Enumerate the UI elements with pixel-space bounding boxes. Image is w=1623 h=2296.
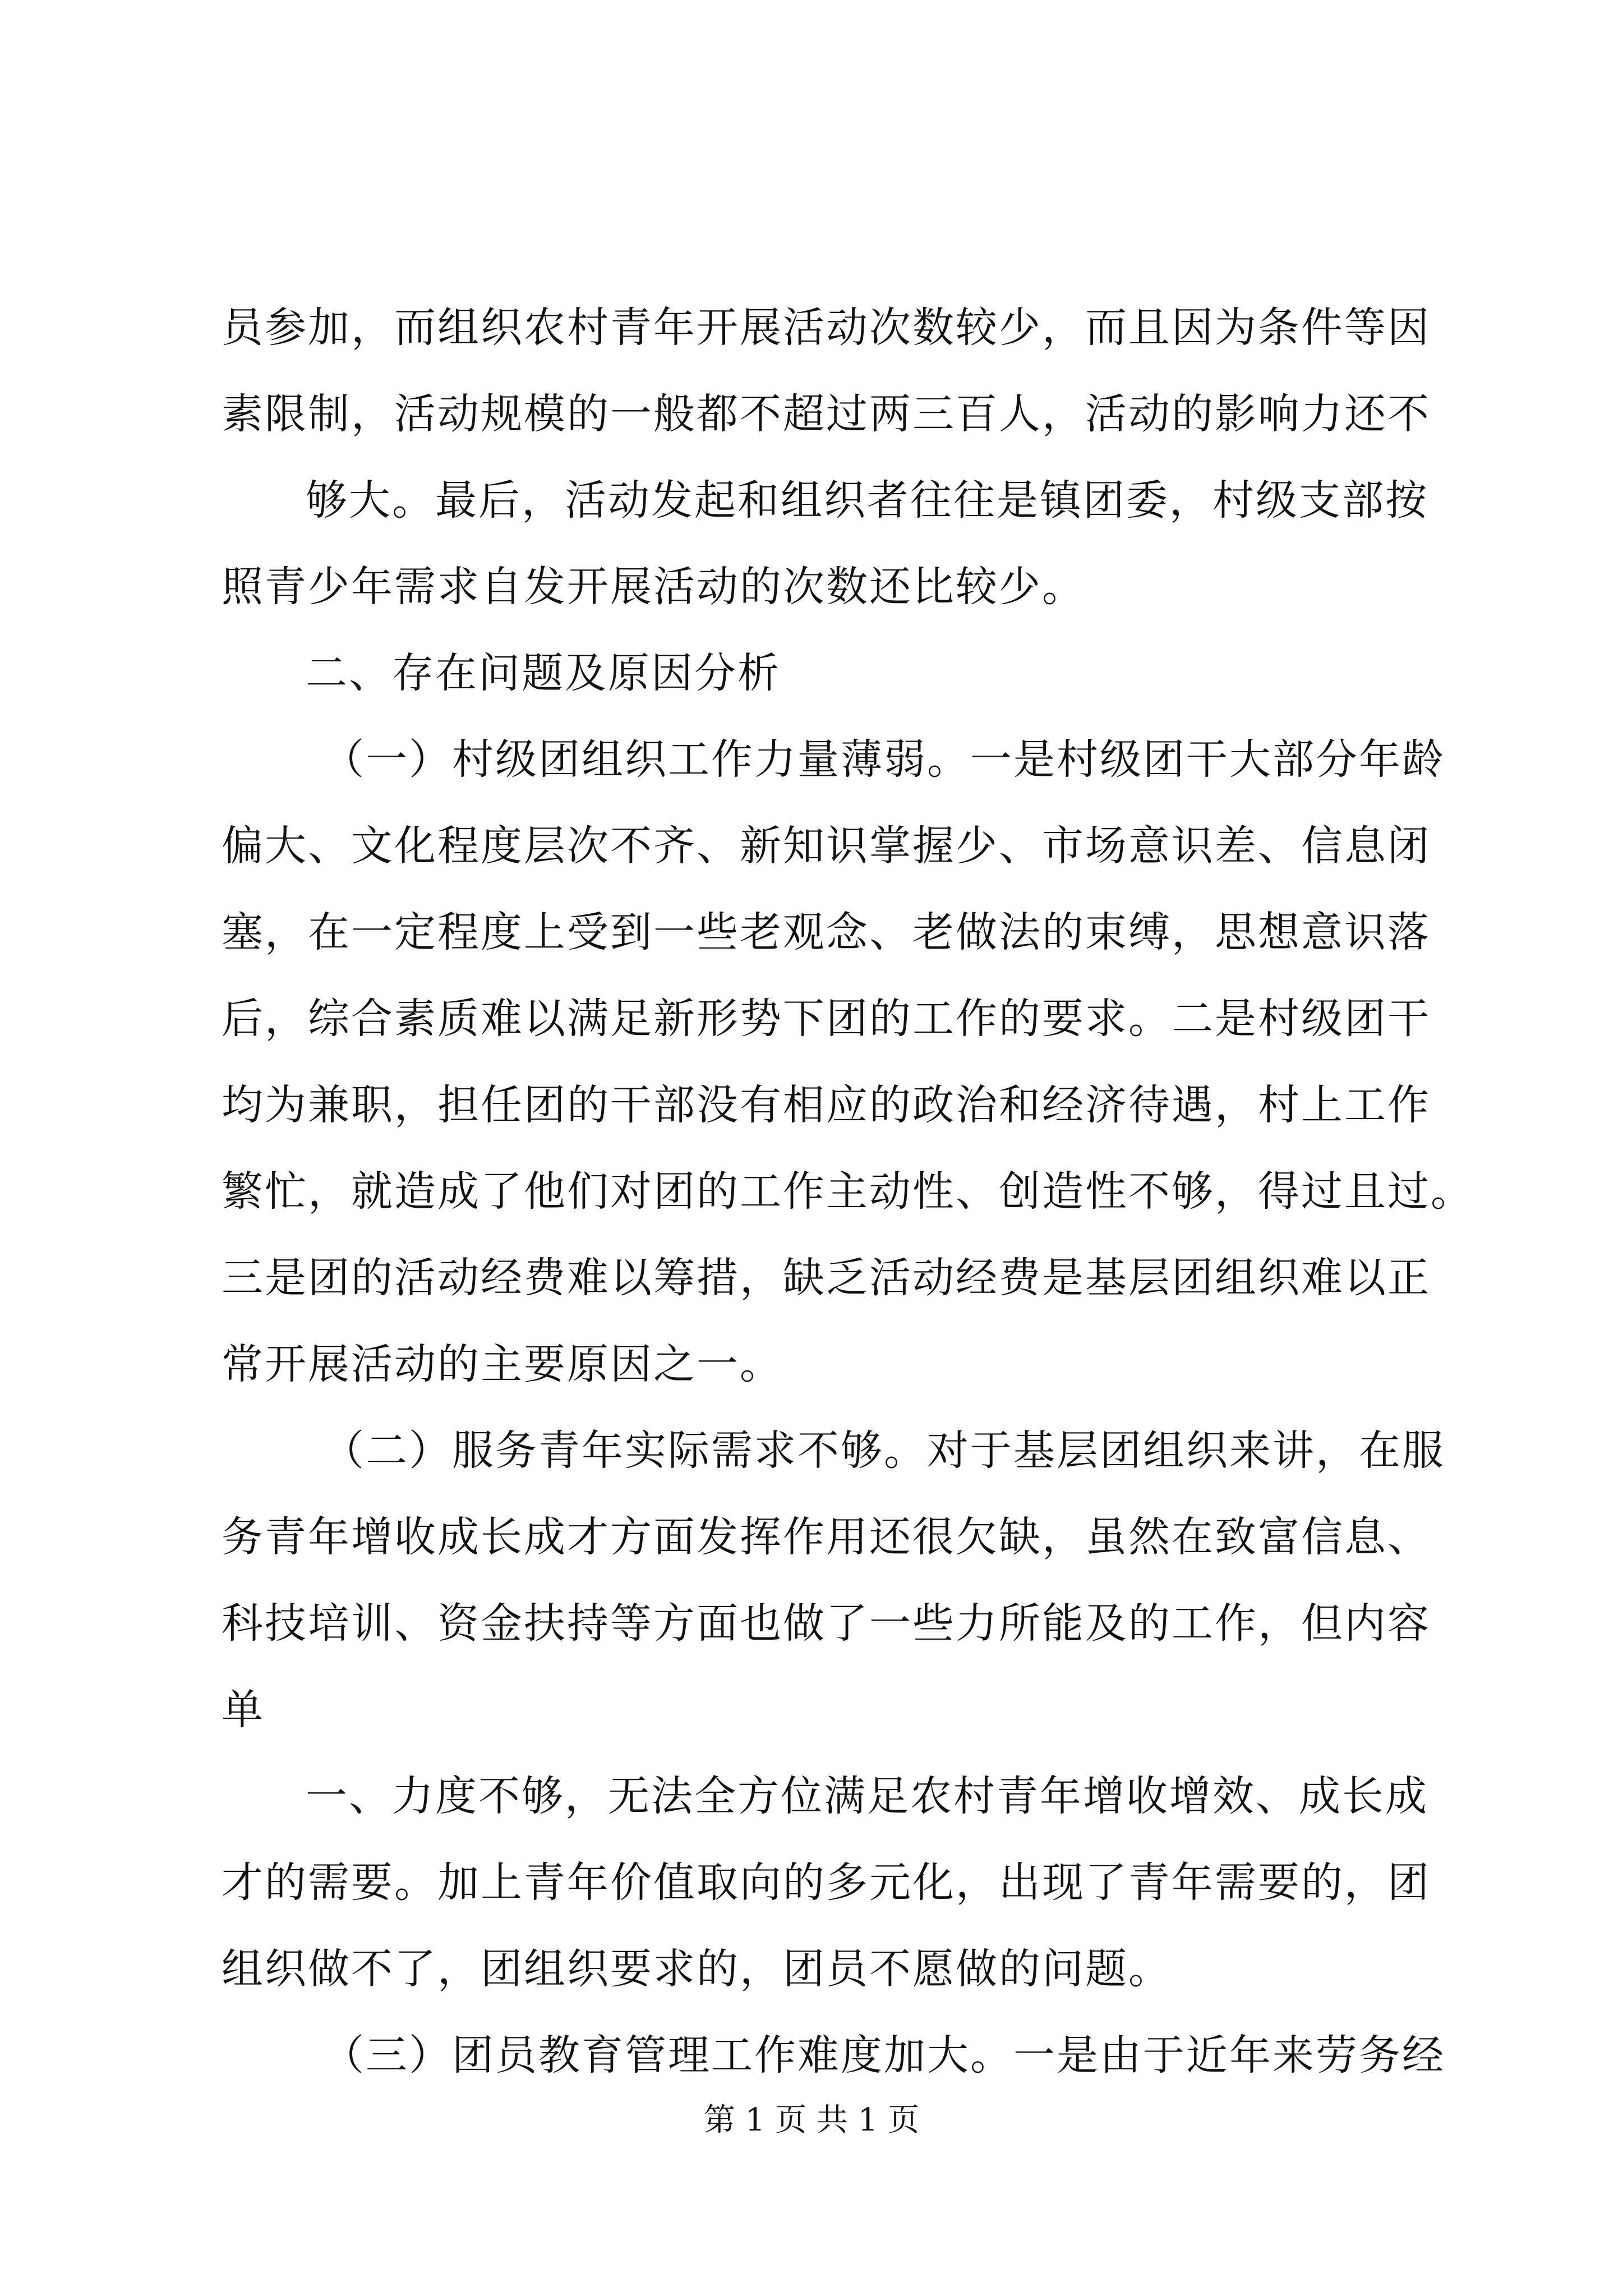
body-line: 偏大、文化程度层次不齐、新知识掌握少、市场意识差、信息闭 xyxy=(222,822,1431,870)
body-line: 常开展活动的主要原因之一。 xyxy=(222,1340,783,1388)
body-line: 繁忙，就造成了他们对团的工作主动性、创造性不够，得过且过。 xyxy=(222,1167,1474,1216)
body-line: 才的需要。加上青年价值取向的多元化，出现了青年需要的，团 xyxy=(222,1858,1431,1907)
body-line: 组织做不了，团组织要求的，团员不愿做的问题。 xyxy=(222,1945,1172,1993)
body-line: 后，综合素质难以满足新形势下团的工作的要求。二是村级团干 xyxy=(222,995,1431,1043)
body-line: 一、力度不够，无法全方位满足农村青年增收增效、成长成 xyxy=(306,1772,1428,1820)
body-line: （二）服务青年实际需求不够。对于基层团组织来讲，在服 xyxy=(322,1427,1445,1475)
body-line: 务青年增收成长成才方面发挥作用还很欠缺，虽然在致富信息、 xyxy=(222,1513,1431,1561)
page-footer: 第 1 页 共 1 页 xyxy=(703,2102,920,2138)
body-line: 三是团的活动经费难以筹措，缺乏活动经费是基层团组织难以正 xyxy=(222,1254,1431,1302)
body-line: 员参加，而组织农村青年开展活动次数较少，而且因为条件等因 xyxy=(222,303,1431,352)
body-line: 够大。最后，活动发起和组织者往往是镇团委，村级支部按 xyxy=(306,476,1428,524)
section-heading: 二、存在问题及原因分析 xyxy=(306,649,781,697)
body-line: 科技培训、资金扶持等方面也做了一些力所能及的工作，但内容 xyxy=(222,1599,1431,1648)
body-line: （三）团员教育管理工作难度加大。一是由于近年来劳务经 xyxy=(322,2031,1445,2079)
body-line: 单 xyxy=(222,1686,265,1734)
body-line: 照青少年需求自发开展活动的次数还比较少。 xyxy=(222,563,1085,611)
body-line: 均为兼职，担任团的干部没有相应的政治和经济待遇，村上工作 xyxy=(222,1081,1431,1129)
body-line: 素限制，活动规模的一般都不超过两三百人，活动的影响力还不 xyxy=(222,390,1431,438)
body-line: 塞，在一定程度上受到一些老观念、老做法的束缚，思想意识落 xyxy=(222,908,1431,956)
body-line: （一）村级团组织工作力量薄弱。一是村级团干大部分年龄 xyxy=(322,735,1445,784)
